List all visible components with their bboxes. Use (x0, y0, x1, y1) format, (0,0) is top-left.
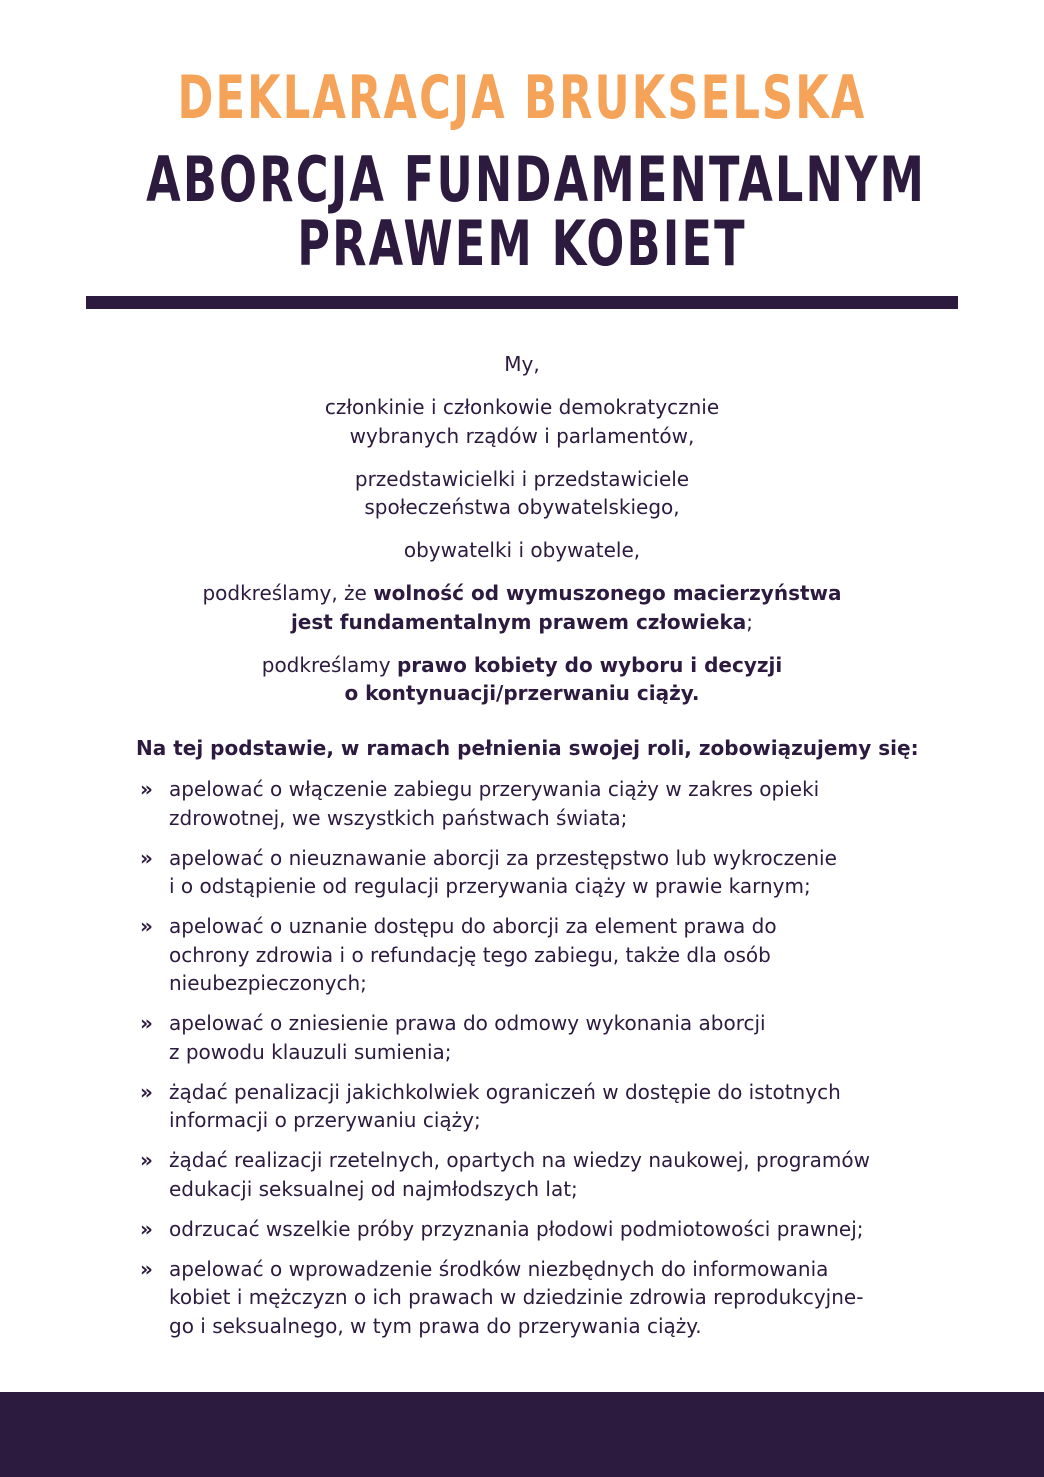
intro-emphasis: wolność od wymuszonego macierzyństwa (373, 581, 842, 605)
commitment-item (140, 912, 930, 998)
commitment-text: nieubezpieczonych; (169, 971, 367, 995)
intro-paragraph (0, 536, 1044, 565)
commitments-list (140, 775, 930, 1352)
bullet-marker: » (140, 914, 153, 938)
intro-text: ; (746, 609, 754, 634)
commitment-text: apelować o nieuznawanie aborcji za przestępstwo lub wykroczenie (169, 845, 837, 870)
intro-text: My, (504, 352, 540, 376)
intro-emphasis: jest fundamentalnym prawem człowieka (290, 609, 747, 634)
commitment-item (140, 1146, 930, 1203)
bullet-marker: » (140, 1079, 153, 1104)
commitment-text: edukacji seksualnej od najmłodszych lat; (169, 1176, 578, 1201)
commitments-lead: Na tej podstawie, w ramach pełnienia swojej roli, zobowiązujemy się: (136, 736, 919, 760)
commitment-item (140, 1215, 930, 1244)
intro-text: przedstawicielki i przedstawiciele (354, 466, 690, 491)
bullet-marker: » (140, 1216, 153, 1241)
intro-paragraph (0, 651, 1044, 708)
document-subtitle: DEKLARACJA BRUKSELSKA (177, 63, 867, 133)
commitment-text: informacji o przerywaniu ciąży; (169, 1108, 481, 1132)
bullet-marker: » (140, 777, 153, 801)
bullet-marker: » (140, 845, 153, 870)
title-line-2: PRAWEM KOBIET (297, 207, 747, 280)
commitment-text: kobiet i mężczyzn o ich prawach w dziedzinie zdrowia reprodukcyjne- (169, 1285, 864, 1309)
intro-paragraph (0, 350, 1044, 379)
intro-paragraph (0, 465, 1044, 522)
intro-paragraph (0, 579, 1044, 636)
commitment-text: apelować o włączenie zabiegu przerywania ciąży w zakres opieki (169, 777, 820, 801)
commitment-text: apelować o uznanie dostępu do aborcji za element prawa do (169, 914, 777, 938)
commitment-text: apelować o wprowadzenie środków niezbędnych do informowania (169, 1256, 829, 1281)
commitment-text: go i seksualnego, w tym prawa do przerywania ciąży. (169, 1313, 702, 1338)
bullet-marker: » (140, 1011, 153, 1035)
intro-emphasis: prawo kobiety do wyboru i decyzji (396, 652, 783, 677)
commitment-text: z powodu klauzuli sumienia; (169, 1039, 452, 1064)
commitment-text: odrzucać wszelkie próby przyznania płodowi podmiotowości prawnej; (169, 1216, 864, 1241)
commitment-text: ochrony zdrowia i o refundację tego zabiegu, także dla osób (169, 942, 771, 967)
commitment-text: i o odstąpienie od regulacji przerywania ciąży w prawie karnym; (169, 874, 811, 898)
commitment-item (140, 844, 930, 901)
commitment-item (140, 1078, 930, 1135)
commitment-item (140, 1009, 930, 1066)
commitment-text: zdrowotnej, we wszystkich państwach świata; (169, 805, 628, 830)
intro-section (0, 350, 1044, 722)
intro-text: członkinie i członkowie demokratycznie (324, 395, 720, 419)
document-title (146, 143, 927, 280)
title-divider (86, 296, 958, 309)
intro-text: podkreślamy, że (202, 581, 374, 605)
intro-text: społeczeństwa obywatelskiego, (364, 495, 680, 519)
commitment-text: żądać penalizacji jakichkolwiek ograniczeń w dostępie do istotnych (169, 1079, 841, 1104)
intro-emphasis: o kontynuacji/przerwaniu ciąży. (344, 681, 700, 705)
commitment-text: żądać realizacji rzetelnych, opartych na wiedzy naukowej, programów (169, 1148, 870, 1172)
footer-band (0, 1392, 1044, 1477)
commitment-item (140, 1255, 930, 1341)
bullet-marker: » (140, 1256, 153, 1281)
intro-text: podkreślamy (261, 652, 397, 677)
intro-text: obywatelki i obywatele, (403, 538, 641, 562)
intro-paragraph (0, 393, 1044, 450)
commitment-item (140, 775, 930, 832)
commitment-text: apelować o zniesienie prawa do odmowy wykonania aborcji (169, 1011, 766, 1035)
intro-text: wybranych rządów i parlamentów, (349, 423, 695, 448)
title-line-1: ABORCJA FUNDAMENTALNYM (146, 143, 927, 216)
bullet-marker: » (140, 1148, 153, 1172)
